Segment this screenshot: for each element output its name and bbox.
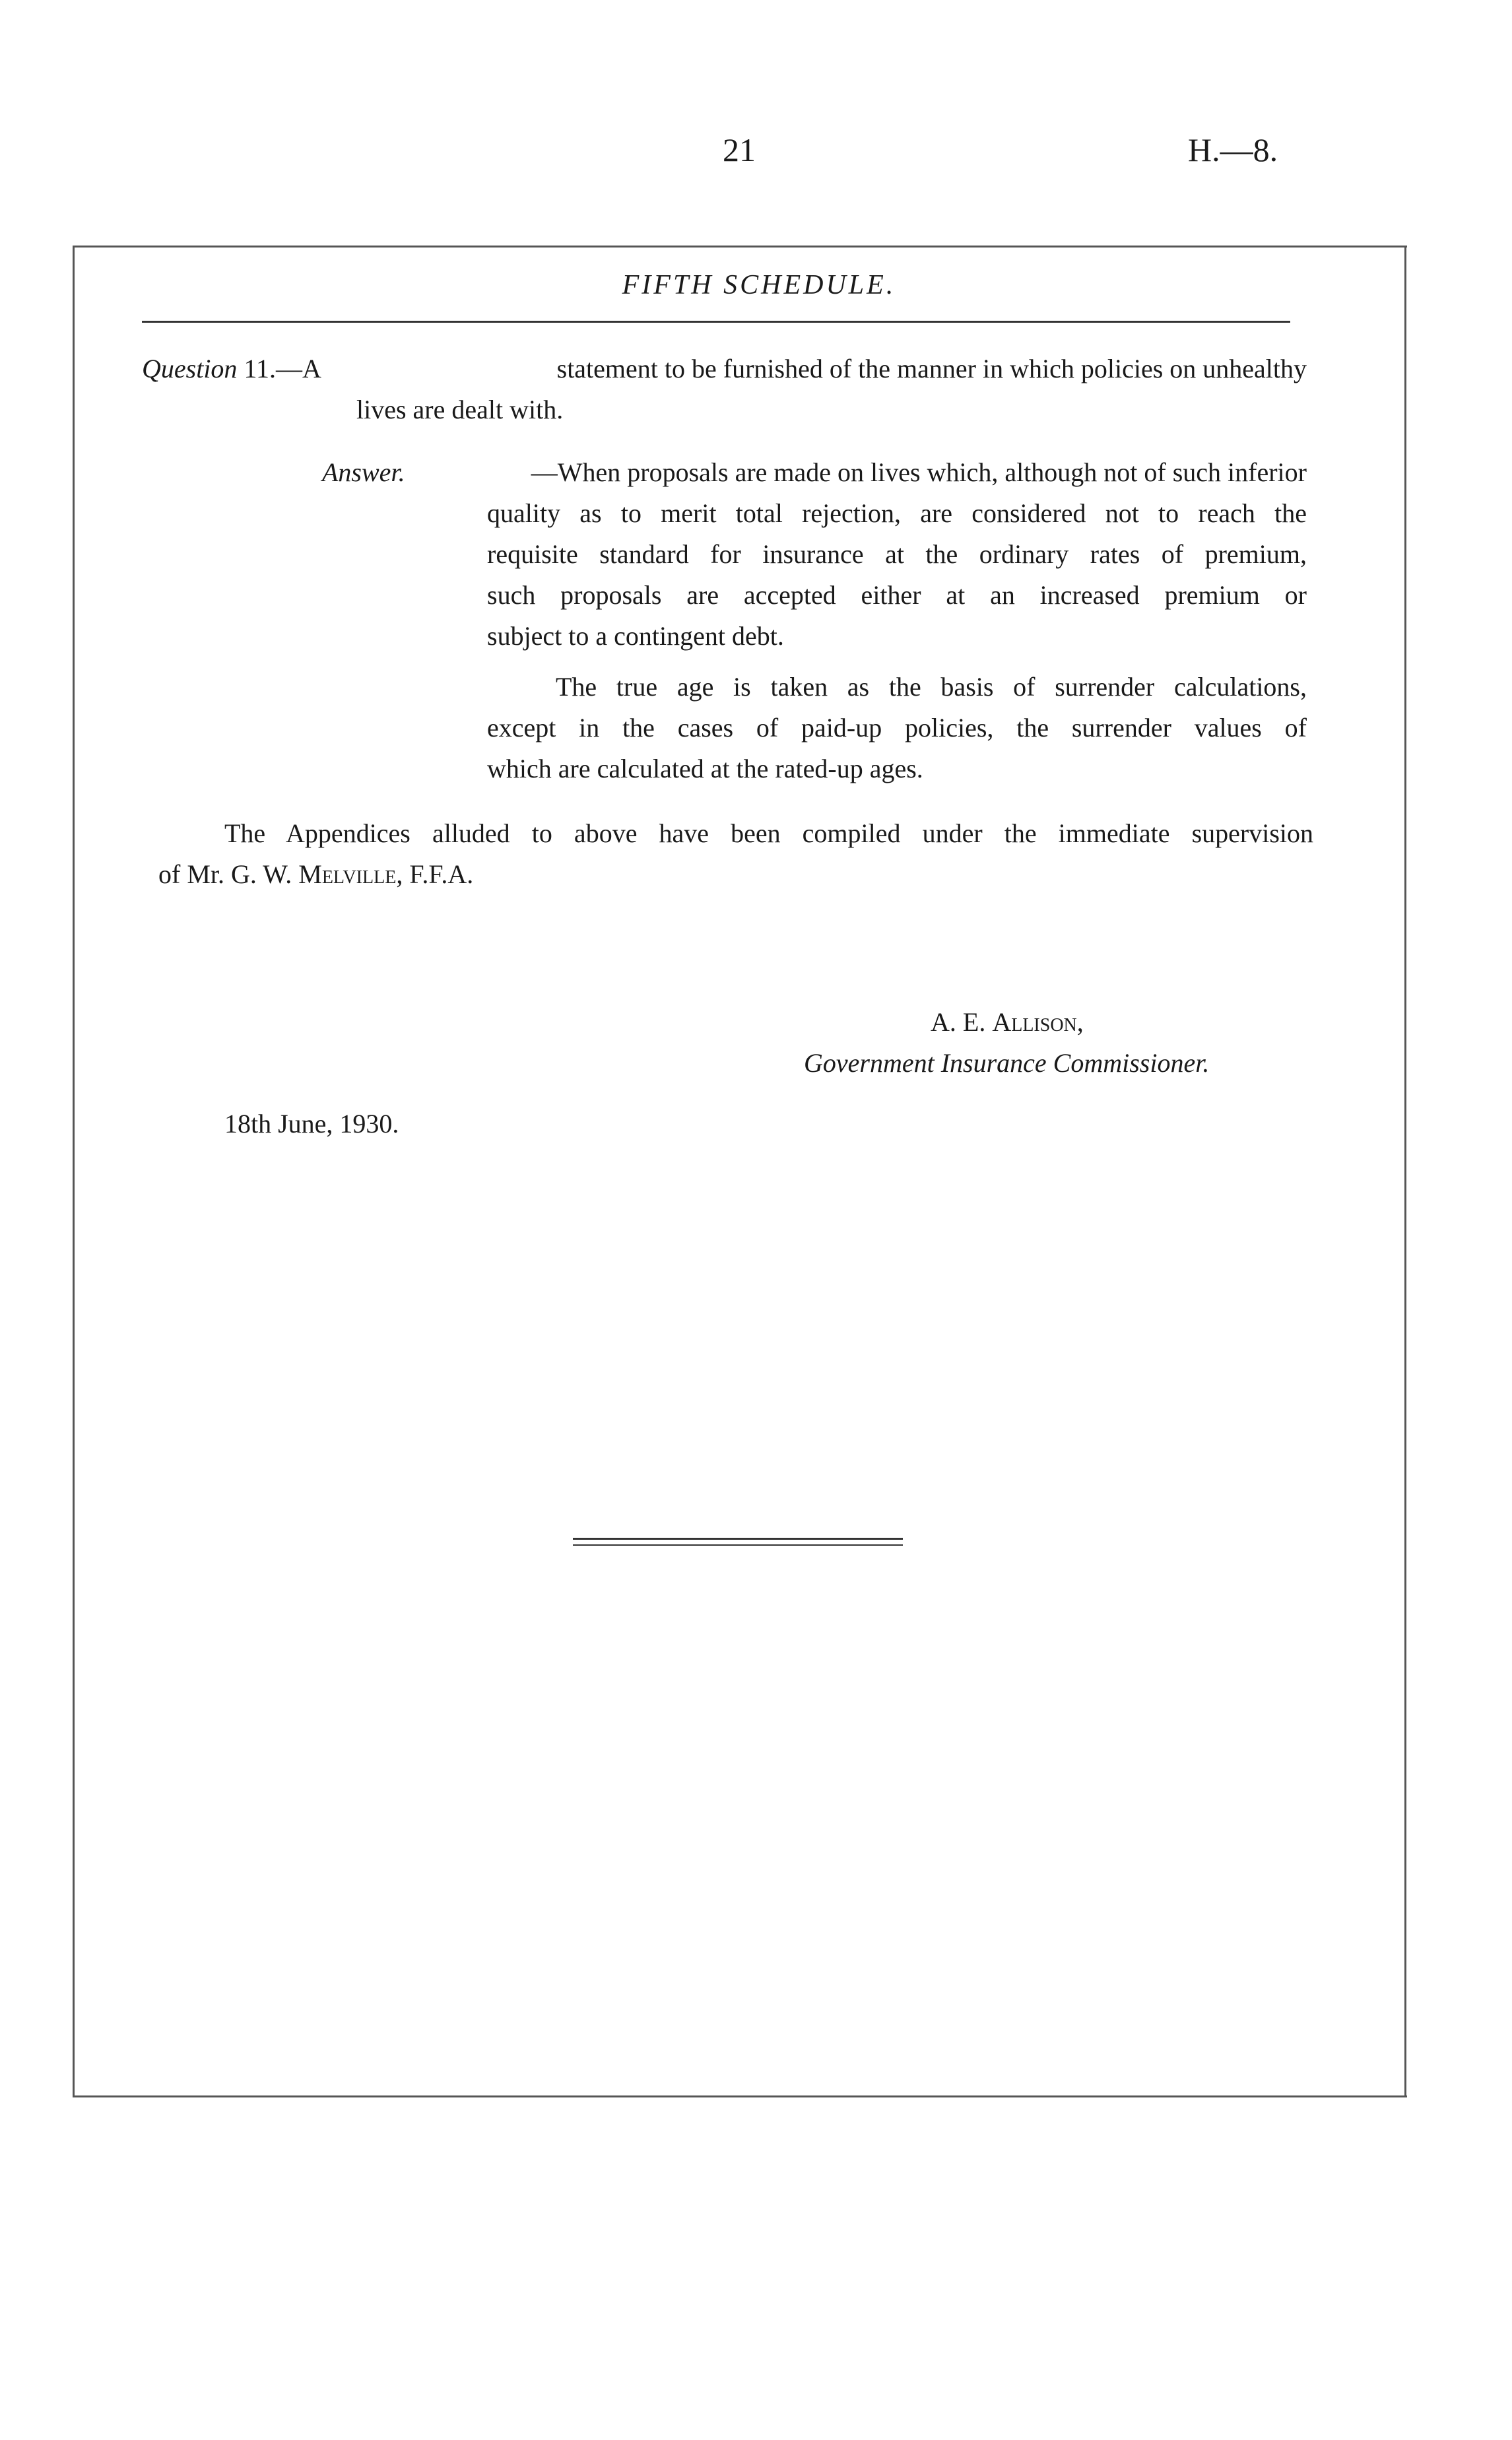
answer-text-line-1: —When proposals are made on lives which, although not of such inferior [531,457,1307,487]
signature-name [931,1002,1084,1043]
frame-top-border [73,246,1407,247]
frame-bottom-border [73,2095,1407,2097]
question-number: 11.—A [244,354,321,383]
supervisor-name: Melville [298,859,397,889]
closing-suffix: , F.F.A. [396,859,474,889]
page-number: 21 [723,131,756,168]
question-text-line-2: lives are dealt with. [356,395,564,424]
answer-line-1 [322,452,1307,493]
answer-para2-line-2: except in the cases of paid-up policies, the surrender values of [487,713,1307,742]
answer-para2-line-1: The true age is taken as the basis of surrender calculations, [556,672,1307,702]
question-label: Question [142,354,238,383]
question-text-line-1: statement to be furnished of the manner in which policies on unhealthy [556,354,1307,383]
closing-line-1: The Appendices alluded to above have been compiled under the immediate supervision [224,818,1313,848]
answer-para1-line-4: subject to a contingent debt. [487,621,784,651]
signature-title: Government Insurance Commissioner. [804,1048,1210,1078]
frame-left-border [73,246,75,2097]
closing-prefix: of Mr. G. W. [158,859,299,889]
document-date: 18th June, 1930. [224,1109,399,1138]
frame-right-border [1404,246,1406,2097]
signature-suffix: , [1076,1007,1084,1037]
title-rule [142,321,1290,323]
answer-para2-line-3: which are calculated at the rated-up ages. [487,754,923,783]
end-rule-top [573,1538,903,1540]
closing-line-2 [158,854,473,895]
end-rule-bottom [573,1544,903,1546]
answer-para1-line-1: quality as to merit total rejection, are considered not to reach the [487,498,1307,528]
answer-para1-line-2: requisite standard for insurance at the ordinary rates of premium, [487,539,1307,569]
answer-para1-line-3: such proposals are accepted either at an increased premium or [487,580,1307,610]
answer-label: Answer. [322,457,405,487]
question-line-1 [142,348,1307,389]
signature-surname: Allison [992,1007,1077,1037]
schedule-title: FIFTH SCHEDULE. [622,270,896,300]
document-reference: H.—8. [1188,131,1278,168]
signature-initials: A. E. [931,1007,993,1037]
